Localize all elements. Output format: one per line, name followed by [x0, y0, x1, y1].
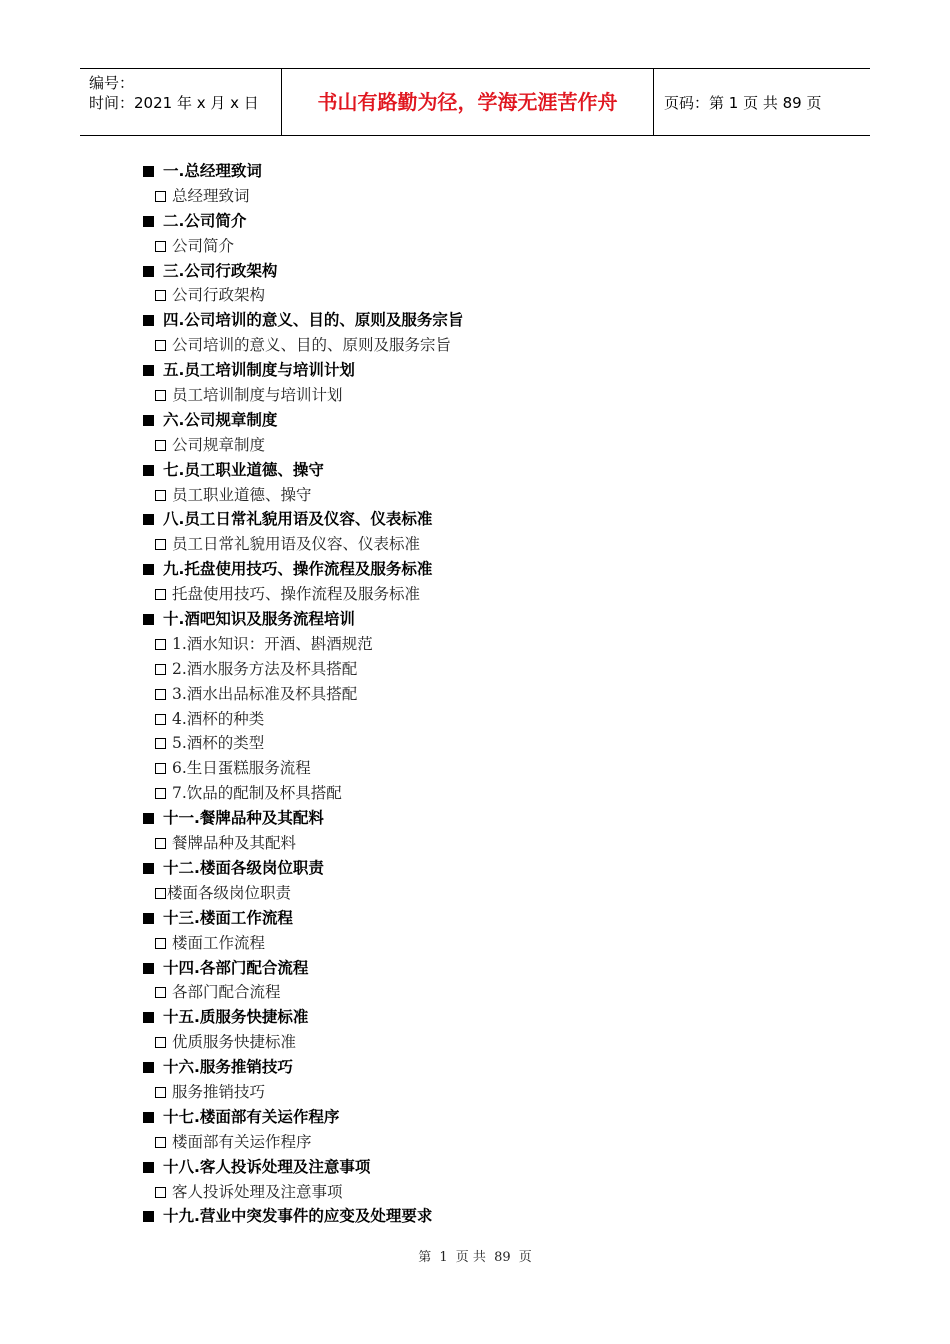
toc-subitem	[143, 582, 843, 607]
toc-item-label: 三.公司行政架构	[163, 261, 278, 280]
toc-subitem	[143, 931, 843, 956]
checkbox-square-icon	[155, 938, 166, 949]
filled-square-bullet-icon	[143, 963, 154, 974]
toc-subitem	[143, 707, 843, 732]
checkbox-square-icon	[155, 788, 166, 799]
checkbox-square-icon	[155, 738, 166, 749]
filled-square-bullet-icon	[143, 1162, 154, 1173]
toc-item-label: 3.酒水出品标准及杯具搭配	[172, 684, 358, 703]
filled-square-bullet-icon	[143, 216, 154, 227]
toc-subitem	[143, 333, 843, 358]
toc-item-label: 餐牌品种及其配料	[172, 834, 297, 853]
toc-subitem	[143, 657, 843, 682]
toc-section-heading	[143, 408, 843, 433]
document-date: 时间：2021 年 x 月 x 日	[89, 94, 259, 112]
footer-page-number: 1	[439, 1250, 448, 1265]
checkbox-square-icon	[155, 838, 166, 849]
toc-item-label: 公司培训的意义、目的、原则及服务宗旨	[172, 336, 452, 355]
checkbox-square-icon	[155, 689, 166, 700]
toc-item-label: 员工培训制度与培训计划	[172, 386, 343, 405]
filled-square-bullet-icon	[143, 465, 154, 476]
header-meta	[80, 69, 282, 135]
checkbox-square-icon	[155, 1187, 166, 1198]
toc-item-label: 十八.客人投诉处理及注意事项	[163, 1157, 371, 1176]
document-code-label: 编号：	[89, 74, 135, 92]
toc-subitem	[143, 433, 843, 458]
toc-section-heading	[143, 159, 843, 184]
toc-item-label: 优质服务快捷标准	[172, 1033, 297, 1052]
filled-square-bullet-icon	[143, 564, 154, 575]
toc-subitem	[143, 483, 843, 508]
toc-item-label: 二.公司简介	[163, 211, 247, 230]
toc-item-label: 各部门配合流程	[172, 983, 281, 1002]
filled-square-bullet-icon	[143, 1211, 154, 1222]
toc-section-heading	[143, 259, 843, 284]
toc-item-label: 7.饮品的配制及杯具搭配	[172, 784, 342, 803]
toc-item-label: 2.酒水服务方法及杯具搭配	[172, 659, 358, 678]
footer-total-pages: 89	[494, 1250, 511, 1265]
filled-square-bullet-icon	[143, 863, 154, 874]
checkbox-square-icon	[155, 539, 166, 550]
filled-square-bullet-icon	[143, 913, 154, 924]
toc-subitem	[143, 1130, 843, 1155]
header-motto: 书山有路勤为径，学海无涯苦作舟	[282, 69, 654, 135]
checkbox-square-icon	[155, 1037, 166, 1048]
filled-square-bullet-icon	[143, 813, 154, 824]
toc-section-heading	[143, 1055, 843, 1080]
toc-item-label: 员工职业道德、操守	[172, 485, 312, 504]
toc-subitem	[143, 731, 843, 756]
toc-section-heading	[143, 1204, 843, 1229]
toc-section-heading	[143, 806, 843, 831]
toc-section-heading	[143, 458, 843, 483]
filled-square-bullet-icon	[143, 514, 154, 525]
toc-section-heading	[143, 507, 843, 532]
filled-square-bullet-icon	[143, 1112, 154, 1123]
toc-item-label: 十三.楼面工作流程	[163, 908, 293, 927]
filled-square-bullet-icon	[143, 1062, 154, 1073]
toc-item-label: 公司简介	[172, 236, 235, 255]
toc-item-label: 6.生日蛋糕服务流程	[172, 759, 311, 778]
toc-item-label: 六.公司规章制度	[163, 410, 278, 429]
toc-subitem	[143, 881, 843, 906]
toc-item-label: 托盘使用技巧、操作流程及服务标准	[172, 585, 421, 604]
checkbox-square-icon	[155, 888, 166, 899]
page-header	[80, 68, 870, 136]
checkbox-square-icon	[155, 241, 166, 252]
toc-item-label: 楼面部有关运作程序	[172, 1132, 312, 1151]
toc-subitem	[143, 632, 843, 657]
toc-subitem	[143, 781, 843, 806]
toc-item-label: 4.酒杯的种类	[172, 709, 265, 728]
filled-square-bullet-icon	[143, 365, 154, 376]
table-of-contents	[143, 159, 843, 1229]
toc-item-label: 九.托盘使用技巧、操作流程及服务标准	[163, 560, 433, 579]
filled-square-bullet-icon	[143, 1012, 154, 1023]
toc-section-heading	[143, 557, 843, 582]
toc-item-label: 八.员工日常礼貌用语及仪容、仪表标准	[163, 510, 433, 529]
toc-section-heading	[143, 1005, 843, 1030]
footer-middle: 页 共	[455, 1250, 486, 1265]
toc-item-label: 总经理致词	[172, 186, 250, 205]
toc-section-heading	[143, 956, 843, 981]
toc-subitem	[143, 1080, 843, 1105]
checkbox-square-icon	[155, 639, 166, 650]
checkbox-square-icon	[155, 340, 166, 351]
footer-suffix: 页	[518, 1250, 532, 1265]
toc-item-label: 服务推销技巧	[172, 1082, 266, 1101]
toc-item-label: 员工日常礼貌用语及仪容、仪表标准	[172, 535, 421, 554]
checkbox-square-icon	[155, 987, 166, 998]
toc-item-label: 十四.各部门配合流程	[163, 958, 309, 977]
toc-item-label: 公司行政架构	[172, 286, 266, 305]
toc-subitem	[143, 383, 843, 408]
toc-subitem	[143, 831, 843, 856]
toc-item-label: 十九.营业中突发事件的应变及处理要求	[163, 1207, 433, 1226]
toc-subitem	[143, 1030, 843, 1055]
checkbox-square-icon	[155, 191, 166, 202]
toc-item-label: 一.总经理致词	[163, 162, 262, 180]
toc-item-label: 四.公司培训的意义、目的、原则及服务宗旨	[163, 311, 464, 330]
checkbox-square-icon	[155, 1137, 166, 1148]
checkbox-square-icon	[155, 490, 166, 501]
toc-subitem	[143, 234, 843, 259]
checkbox-square-icon	[155, 290, 166, 301]
toc-item-label: 五.员工培训制度与培训计划	[163, 361, 355, 380]
toc-section-heading	[143, 209, 843, 234]
toc-item-label: 十.酒吧知识及服务流程培训	[163, 610, 355, 629]
toc-item-label: 十一.餐牌品种及其配料	[163, 809, 324, 828]
checkbox-square-icon	[155, 763, 166, 774]
page-footer	[0, 1246, 950, 1265]
toc-item-label: 楼面工作流程	[172, 933, 266, 952]
checkbox-square-icon	[155, 664, 166, 675]
toc-subitem	[143, 756, 843, 781]
toc-subitem	[143, 980, 843, 1005]
filled-square-bullet-icon	[143, 266, 154, 277]
checkbox-square-icon	[155, 1087, 166, 1098]
toc-subitem	[143, 682, 843, 707]
toc-item-label: 十二.楼面各级岗位职责	[163, 858, 324, 877]
toc-item-label: 十五.质服务快捷标准	[163, 1008, 309, 1027]
toc-section-heading	[143, 856, 843, 881]
toc-section-heading	[143, 607, 843, 632]
filled-square-bullet-icon	[143, 415, 154, 426]
toc-section-heading	[143, 1155, 843, 1180]
toc-section-heading	[143, 358, 843, 383]
header-page-info: 页码：第 1 页 共 89 页	[664, 94, 822, 112]
toc-item-label: 5.酒杯的类型	[172, 734, 265, 753]
toc-item-label: 十七.楼面部有关运作程序	[163, 1107, 340, 1126]
toc-subitem	[143, 184, 843, 209]
toc-section-heading	[143, 906, 843, 931]
filled-square-bullet-icon	[143, 614, 154, 625]
filled-square-bullet-icon	[143, 166, 154, 177]
toc-item-label: 七.员工职业道德、操守	[163, 460, 324, 479]
toc-item-label: 十六.服务推销技巧	[163, 1058, 293, 1077]
filled-square-bullet-icon	[143, 315, 154, 326]
toc-section-heading	[143, 1105, 843, 1130]
checkbox-square-icon	[155, 589, 166, 600]
toc-section-heading	[143, 308, 843, 333]
toc-item-label: 楼面各级岗位职责	[167, 883, 292, 902]
checkbox-square-icon	[155, 390, 166, 401]
toc-item-label: 1.酒水知识：开酒、斟酒规范	[172, 634, 373, 653]
toc-item-label: 客人投诉处理及注意事项	[172, 1182, 343, 1201]
footer-prefix: 第	[418, 1250, 432, 1265]
toc-subitem	[143, 532, 843, 557]
toc-item-label: 公司规章制度	[172, 435, 266, 454]
checkbox-square-icon	[155, 714, 166, 725]
toc-subitem	[143, 1180, 843, 1205]
toc-subitem	[143, 283, 843, 308]
checkbox-square-icon	[155, 440, 166, 451]
